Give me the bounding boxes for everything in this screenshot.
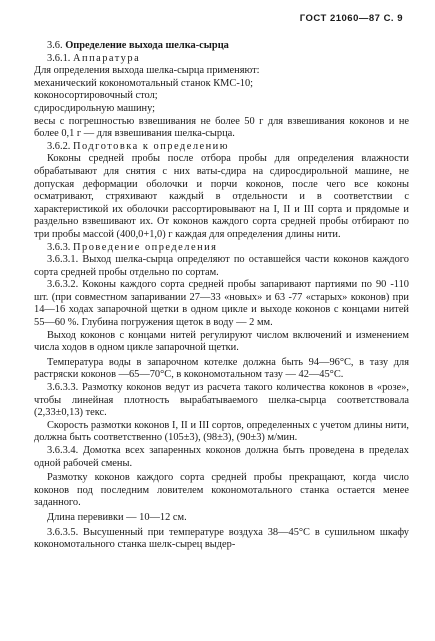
- paragraph: 3.6.3.1. Выход шелка-сырца определяют по оставшейся части коконов каждого сорта средней пробы отдельно по сортам.: [34, 254, 409, 278]
- paragraph: 3.6.3.5. Высушенный при температуре воздуха 38—45°С в сушильном шкафу кокономотального станка шелк-сырец выдер-: [34, 526, 409, 551]
- subsection-number: 3.6.1.: [47, 52, 71, 64]
- paragraph: Для определения выхода шелка-сырца применяют:: [34, 65, 260, 77]
- subsection-number: 3.6.2.: [47, 140, 71, 152]
- subsection-title: Проведение определения: [73, 241, 218, 253]
- subsection-heading: [34, 141, 409, 154]
- paragraph: Длина перевивки — 10—12 см.: [47, 511, 187, 523]
- subsection-heading: [34, 242, 409, 255]
- paragraph: 3.6.3.2. Коконы каждого сорта средней пробы запаривают партиями по 90 -110 шт. (при совместном запаривании 27—33 «новых» и 63 -77 «старых» коконов) при 14—16 ходах запарочной щетки в одном цикле и выходе коконов с концами нитей 55—60 %. Глубина погружения щеток в воду — 2 мм.: [34, 279, 409, 329]
- list-item: коконосортировочный стол;: [34, 90, 158, 102]
- document-body: [34, 40, 409, 552]
- paragraph: Выход коконов с концами нитей регулируют числом включений и изменением числа ходов в одном цикле запарочной щетки.: [34, 329, 409, 354]
- subsection-title: Аппаратура: [73, 52, 141, 64]
- paragraph: 3.6.3.3. Размотку коконов ведут из расчета такого количества коконов в «розе», чтобы линейная плотность вырабатываемого шелка-сырца соответствовала (2,33±0,13) текс.: [34, 382, 409, 419]
- section-number: 3.6.: [47, 40, 63, 51]
- list-item: сдиросдирольную машину;: [34, 102, 156, 114]
- section-title: Определение выхода шелка-сырца: [65, 40, 229, 51]
- page-header: ГОСТ 21060—87 С. 9: [299, 13, 403, 24]
- paragraph: Размотку коконов каждого сорта средней пробы прекращают, когда число коконов под последним ловителем кокономотального станка остается менее заданного.: [34, 472, 409, 509]
- subsection-heading: [34, 53, 409, 66]
- section-heading: [34, 40, 409, 53]
- paragraph: 3.6.3.4. Домотка всех запаренных коконов должна быть проведена в пределах одной рабочей смены.: [34, 445, 409, 469]
- paragraph: Скорость размотки коконов I, II и III сортов, определенных с учетом длины нити, должна быть соответственно (105±3), (98±3), (90±3) м/мин.: [34, 419, 409, 444]
- paragraph: Коконы средней пробы после отбора пробы для определения влажности обрабатывают для снятия с них ваты-сдира на сдиросдирольной машине, не допуская деформации оболочки и порчи коконов, после чего все коконы осматривают, стряхивают каждый в отдельности и в соответствии с характеристикой их оболочки рассортировывают на I, II и III сорта и прядомые и раздельно взвешивают их. От коконов каждого сорта средней пробы отбирают по три пробы массой (400,0+1,0) г каждая для определения длины нити.: [34, 153, 409, 240]
- paragraph: Температура воды в запарочном котелке должна быть 94—96°С, в тазу для растряски коконов —65—70°С, в кокономотальном тазу — 42—45°С.: [34, 356, 409, 381]
- subsection-title: Подготовка к определению: [73, 140, 230, 152]
- list-item: механический кокономотальный станок КМС-10;: [34, 77, 254, 89]
- subsection-number: 3.6.3.: [47, 241, 71, 253]
- list-item: весы с погрешностью взвешивания не более 50 г для взвешивания коконов и не более 0,1 г — для взвешивания шелка-сырца.: [34, 115, 409, 140]
